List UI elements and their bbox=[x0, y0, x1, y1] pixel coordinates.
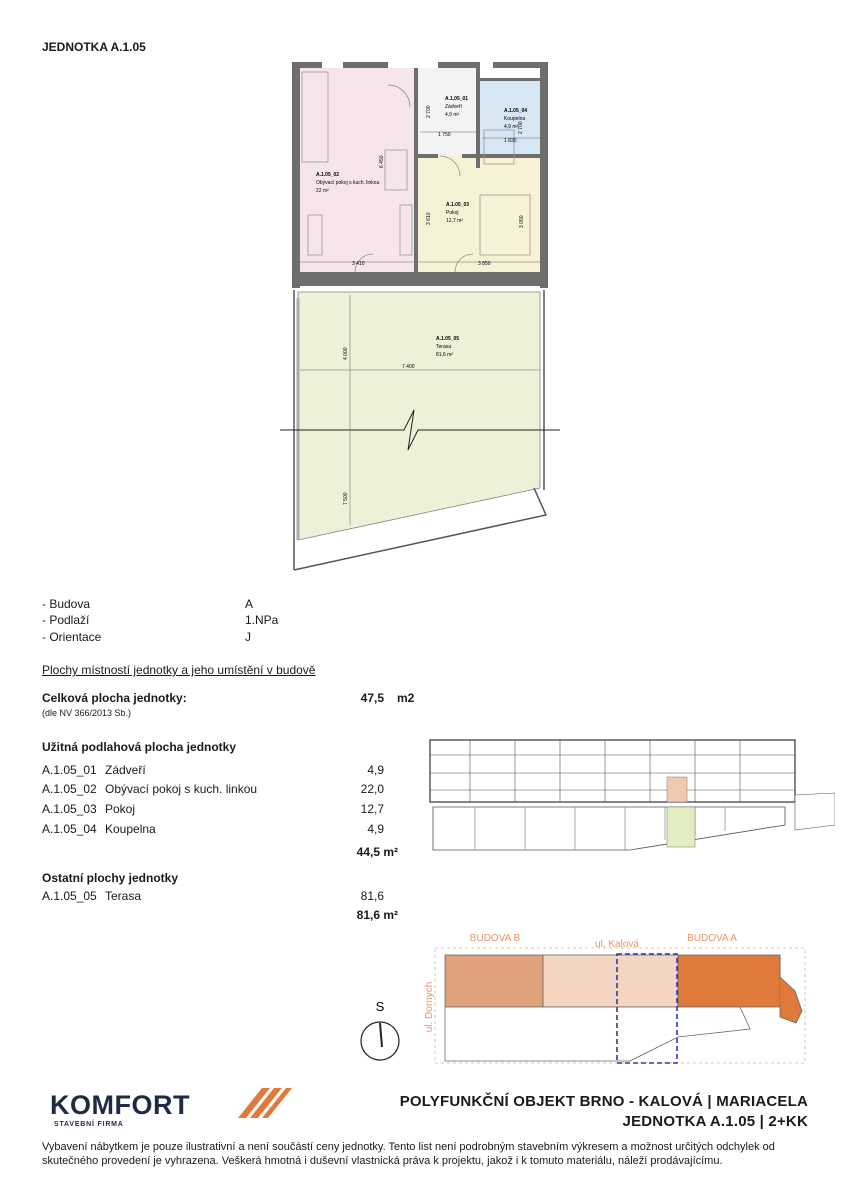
info-value-budova: A bbox=[245, 597, 254, 611]
total-label: Celková plocha jednotky: bbox=[42, 691, 187, 705]
room-name-01: Zádveří bbox=[445, 104, 462, 110]
other-sum: 81,6 m² bbox=[356, 908, 398, 922]
total-note: (dle NV 366/2013 Sb.) bbox=[42, 708, 132, 718]
other-row-name: Terasa bbox=[105, 889, 142, 903]
section-title: Plochy místností jednotky a jeho umístění v budově bbox=[42, 663, 316, 677]
usable-row-name: Zádveří bbox=[105, 763, 146, 777]
usable-row-name: Koupelna bbox=[105, 822, 156, 836]
dim-text: 1 830 bbox=[504, 138, 517, 144]
room-name-02: Obývací pokoj s kuch. linkou bbox=[316, 180, 380, 186]
room-code-05: A.1.05_05 bbox=[436, 336, 460, 342]
other-title: Ostatní plochy jednotky bbox=[42, 871, 179, 885]
usable-row-name: Pokoj bbox=[105, 802, 136, 816]
usable-row-value: 4,9 bbox=[367, 763, 384, 777]
building-a-label: BUDOVA A bbox=[687, 933, 737, 944]
building-location-plan bbox=[425, 735, 835, 855]
room-name-04: Koupelna bbox=[504, 116, 526, 122]
dim-text: 3 850 bbox=[478, 261, 491, 267]
floor-plan bbox=[270, 55, 570, 575]
komfort-logo bbox=[48, 1082, 293, 1130]
dim-text: 2 700 bbox=[426, 105, 432, 118]
room-area-04: 4,9 m² bbox=[504, 124, 519, 130]
footer-unit-title: JEDNOTKA A.1.05 | 2+KK bbox=[622, 1113, 808, 1130]
street-dornych-label: ul. Dornych bbox=[424, 981, 435, 1033]
room-name-05: Terasa bbox=[436, 344, 452, 350]
usable-row-code: A.1.05_03 bbox=[42, 802, 97, 816]
usable-row-code: A.1.05_02 bbox=[42, 782, 97, 796]
other-row-value: 81,6 bbox=[360, 889, 384, 903]
info-value-podlazi: 1.NPa bbox=[245, 613, 279, 627]
logo-sub: STAVEBNÍ FIRMA bbox=[54, 1121, 124, 1128]
usable-row-code: A.1.05_01 bbox=[42, 763, 97, 777]
dim-text: 7 400 bbox=[402, 364, 415, 370]
dim-text: 3 610 bbox=[426, 212, 432, 225]
disclaimer-text: Vybavení nábytkem je pouze ilustrativní a není součástí ceny jednotky. Tento list není podrobným stavebním výkresem a možnost určitých odchylek od skutečného provedení je vyhrazena. Veškerá hmotná i duševní vlastnická práva k projektu, jakož i k tomuto materiálu, náleží prodávajícímu. bbox=[42, 1141, 775, 1167]
info-label-budova: - Budova bbox=[42, 597, 91, 611]
bedroom-area bbox=[416, 156, 543, 273]
dim-text: 4 000 bbox=[343, 347, 349, 360]
street-kalova-label: ul. Kalová bbox=[595, 939, 639, 950]
living-room-area bbox=[298, 68, 416, 273]
site-plan bbox=[340, 925, 820, 1075]
room-area-05: 81,6 m² bbox=[436, 352, 453, 358]
room-area-01: 4,9 m² bbox=[445, 112, 460, 118]
room-name-03: Pokoj bbox=[446, 210, 459, 216]
usable-row-value: 22,0 bbox=[360, 782, 384, 796]
usable-row-name: Obývací pokoj s kuch. linkou bbox=[105, 782, 258, 796]
logo-name: KOMFORT bbox=[50, 1090, 190, 1120]
dim-text: 1 750 bbox=[438, 132, 451, 138]
dim-text: 7 500 bbox=[343, 492, 349, 505]
building-b-label: BUDOVA B bbox=[469, 933, 521, 944]
compass-north-label: S bbox=[375, 999, 385, 1014]
usable-title: Užitná podlahová plocha jednotky bbox=[42, 740, 237, 754]
info-value-orientace: J bbox=[245, 630, 251, 644]
unit-title: JEDNOTKA A.1.05 bbox=[42, 40, 146, 54]
room-code-02: A.1.05_02 bbox=[316, 172, 340, 178]
terrace-area bbox=[298, 292, 540, 540]
dim-text: 3 410 bbox=[352, 261, 365, 267]
total-value: 47,5 bbox=[360, 691, 384, 705]
room-code-01: A.1.05_01 bbox=[445, 96, 469, 102]
usable-row-value: 4,9 bbox=[367, 822, 384, 836]
info-label-orientace: - Orientace bbox=[42, 630, 102, 644]
dim-text: 6 450 bbox=[379, 155, 385, 168]
footer-project-title: POLYFUNKČNÍ OBJEKT BRNO - KALOVÁ | MARIACELA bbox=[399, 1093, 808, 1110]
usable-row-value: 12,7 bbox=[360, 802, 384, 816]
total-unit: m2 bbox=[397, 691, 415, 705]
usable-sum: 44,5 m² bbox=[356, 845, 398, 859]
other-row-code: A.1.05_05 bbox=[42, 889, 97, 903]
room-code-04: A.1.05_04 bbox=[504, 108, 528, 114]
usable-row-code: A.1.05_04 bbox=[42, 822, 97, 836]
room-area-02: 22 m² bbox=[316, 188, 329, 194]
room-code-03: A.1.05_03 bbox=[446, 202, 470, 208]
dim-text: 2 700 bbox=[518, 121, 524, 134]
room-area-03: 12,7 m² bbox=[446, 218, 463, 224]
info-label-podlazi: - Podlaží bbox=[42, 613, 90, 627]
dim-text: 3 050 bbox=[519, 215, 525, 228]
